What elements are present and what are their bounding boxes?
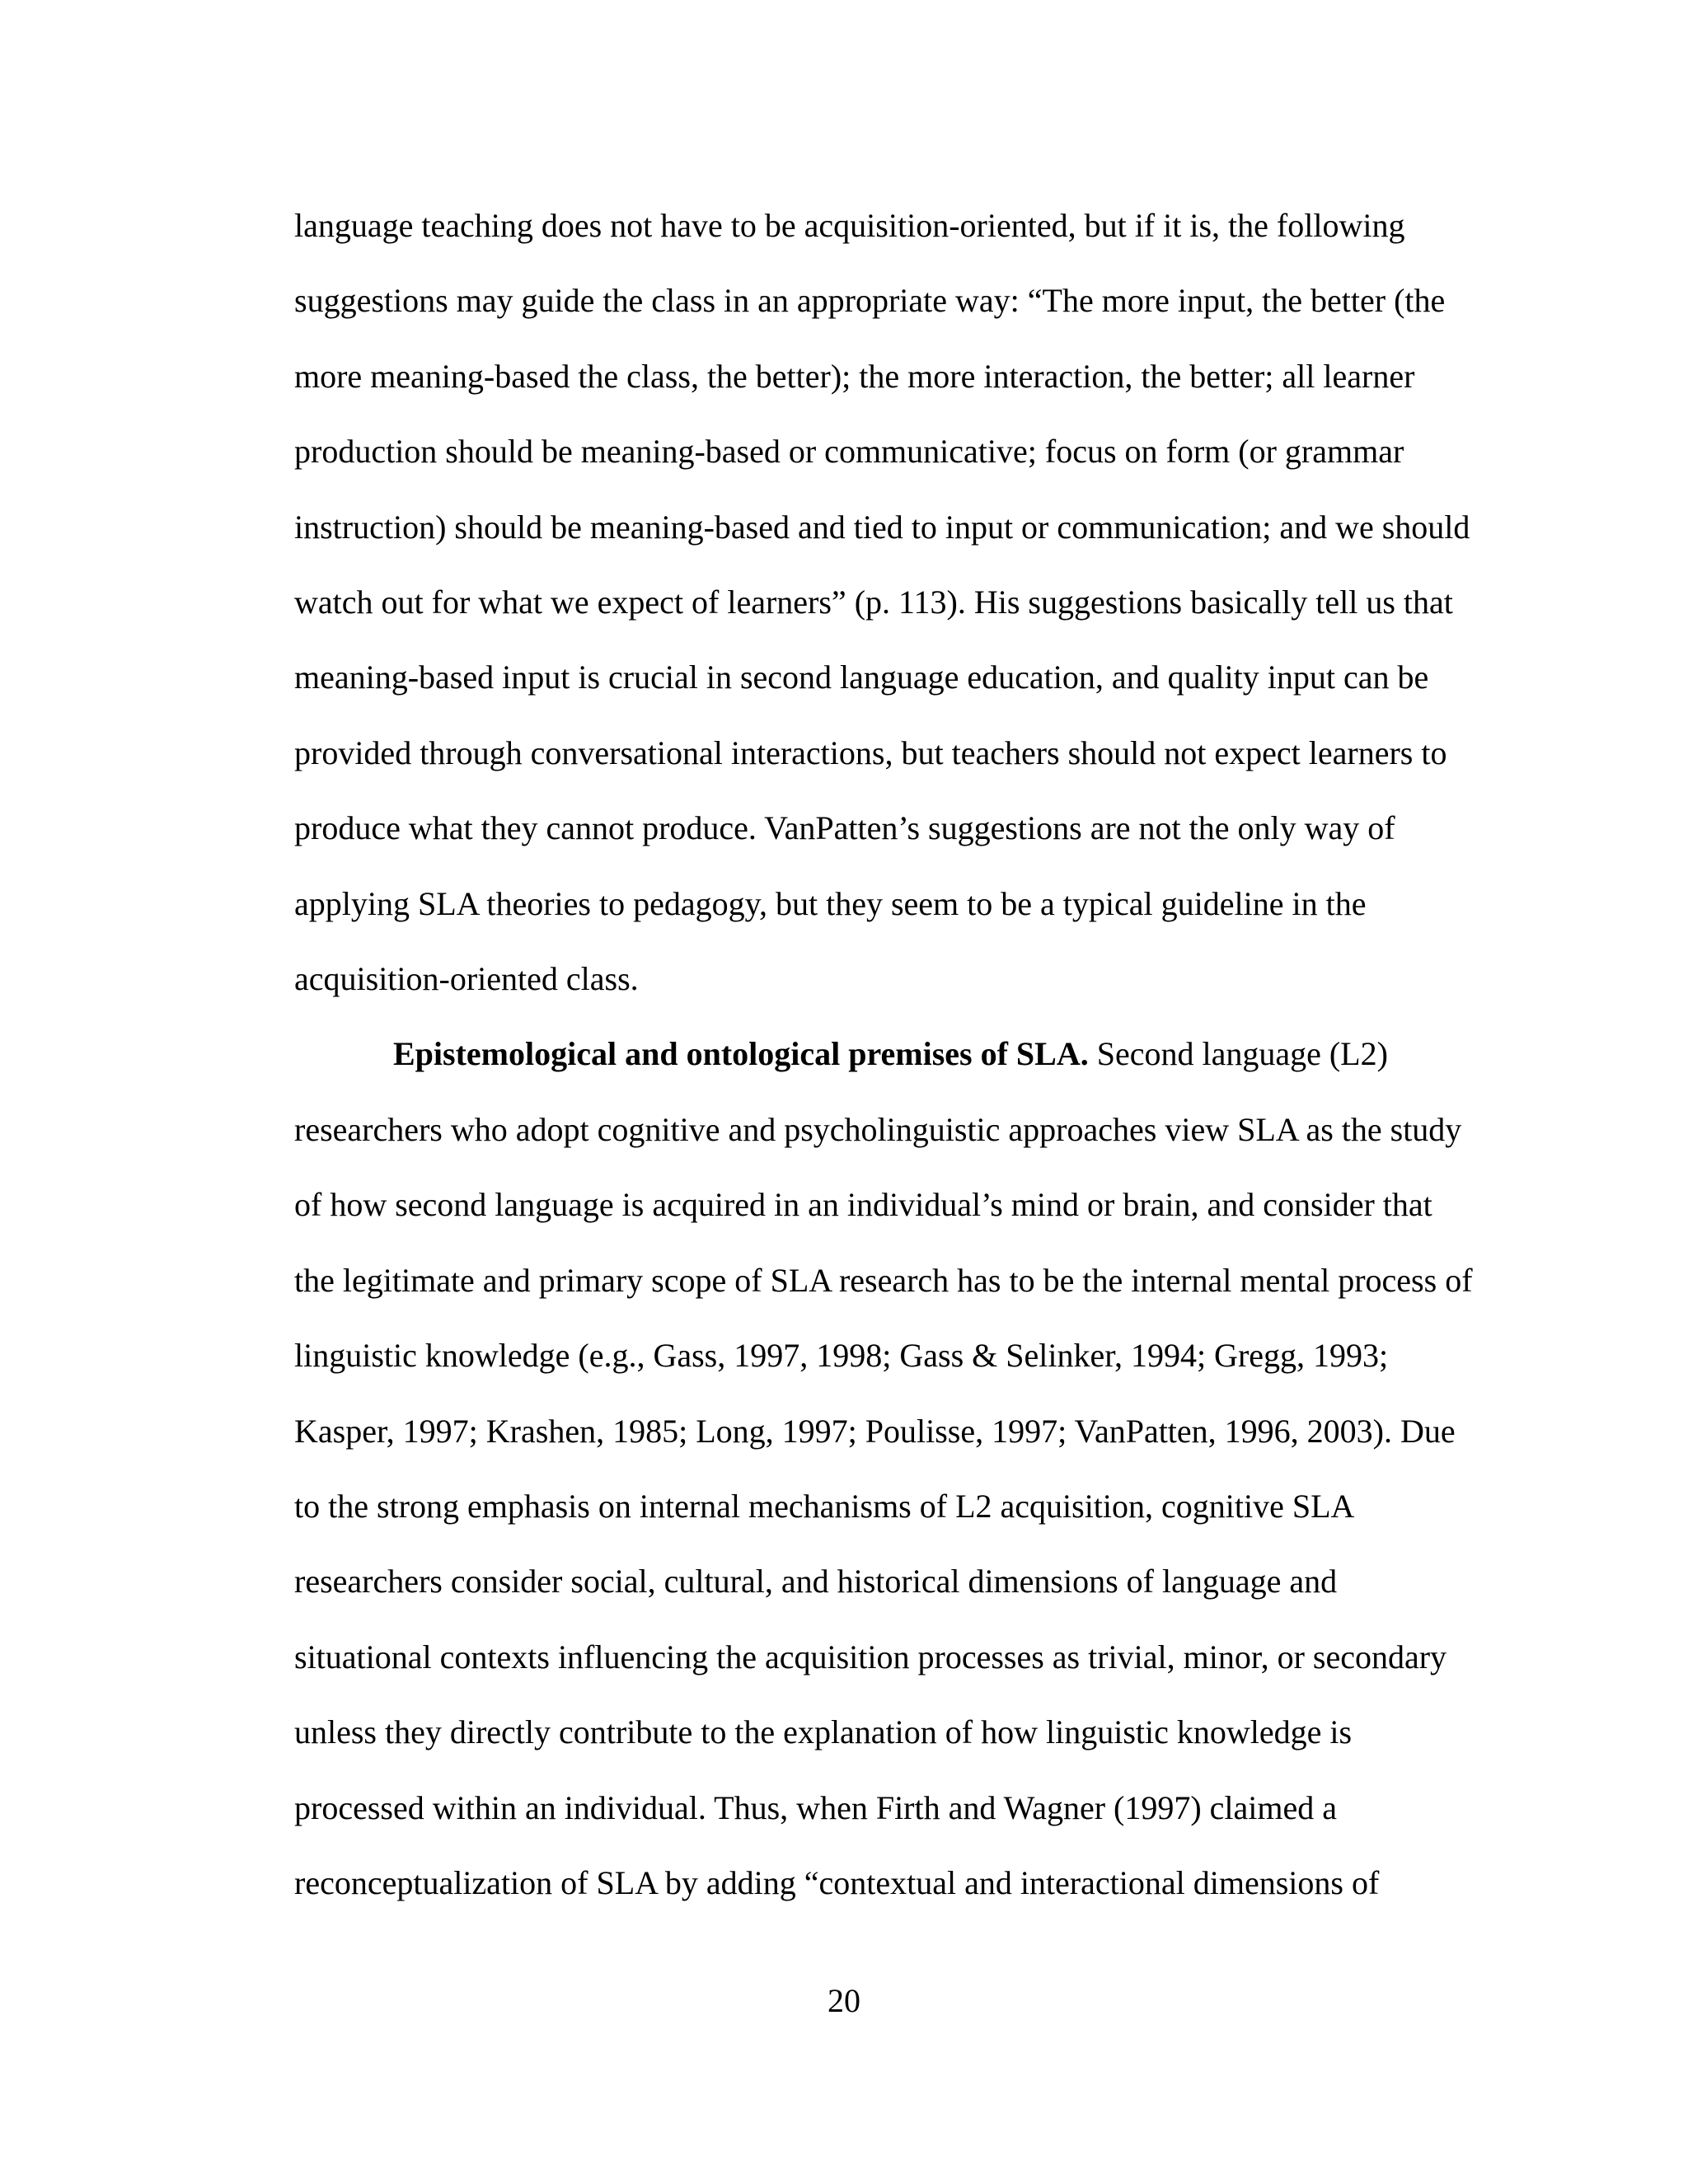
text-line: the legitimate and primary scope of SLA research has to be the internal mental process of bbox=[294, 1261, 1473, 1299]
text-line: suggestions may guide the class in an appropriate way: “The more input, the better (the bbox=[294, 282, 1446, 320]
text-line: production should be meaning-based or communicative; focus on form (or grammar bbox=[294, 433, 1404, 471]
text-line: Kasper, 1997; Krashen, 1985; Long, 1997; Poulisse, 1997; VanPatten, 1996, 2003). Due bbox=[294, 1412, 1456, 1450]
text-line: researchers consider social, cultural, and historical dimensions of language and bbox=[294, 1563, 1338, 1601]
paragraph-continuation bbox=[294, 188, 1478, 1016]
body-text bbox=[294, 188, 1478, 1920]
text-line: instruction) should be meaning-based and tied to input or communication; and we should bbox=[294, 508, 1470, 546]
text-line: more meaning-based the class, the better); the more interaction, the better; all learner bbox=[294, 357, 1415, 395]
text-line: acquisition-oriented class. bbox=[294, 960, 639, 998]
text-line-first bbox=[294, 1016, 1478, 1091]
text-line: reconceptualization of SLA by adding “contextual and interactional dimensions of bbox=[294, 1863, 1380, 1901]
text-line: to the strong emphasis on internal mechanisms of L2 acquisition, cognitive SLA bbox=[294, 1487, 1355, 1525]
text-line: produce what they cannot produce. VanPatten’s suggestions are not the only way of bbox=[294, 809, 1395, 847]
text-line: situational contexts influencing the acquisition processes as trivial, minor, or secondary bbox=[294, 1638, 1447, 1675]
text-line: unless they directly contribute to the explanation of how linguistic knowledge is bbox=[294, 1713, 1353, 1751]
section-heading: Epistemological and ontological premises of SLA. bbox=[393, 1035, 1089, 1073]
text-line: researchers who adopt cognitive and psycholinguistic approaches view SLA as the study bbox=[294, 1110, 1462, 1148]
page-number: 20 bbox=[828, 1982, 860, 2019]
text-line: language teaching does not have to be acquisition-oriented, but if it is, the following bbox=[294, 207, 1405, 244]
text-line: meaning-based input is crucial in second language education, and quality input can be bbox=[294, 658, 1429, 696]
text-line: of how second language is acquired in an individual’s mind or brain, and consider that bbox=[294, 1186, 1432, 1224]
text-line: applying SLA theories to pedagogy, but they seem to be a typical guideline in the bbox=[294, 884, 1367, 922]
text-line: provided through conversational interactions, but teachers should not expect learners to bbox=[294, 733, 1447, 771]
heading-line-rest: Second language (L2) bbox=[1088, 1035, 1388, 1073]
text-line: watch out for what we expect of learners” (p. 113). His suggestions basically tell us that bbox=[294, 583, 1453, 621]
paragraph-epistemological-premises bbox=[294, 1016, 1478, 1920]
text-line: processed within an individual. Thus, when Firth and Wagner (1997) claimed a bbox=[294, 1788, 1338, 1826]
text-line: linguistic knowledge (e.g., Gass, 1997, 1998; Gass & Selinker, 1994; Gregg, 1993; bbox=[294, 1337, 1389, 1375]
